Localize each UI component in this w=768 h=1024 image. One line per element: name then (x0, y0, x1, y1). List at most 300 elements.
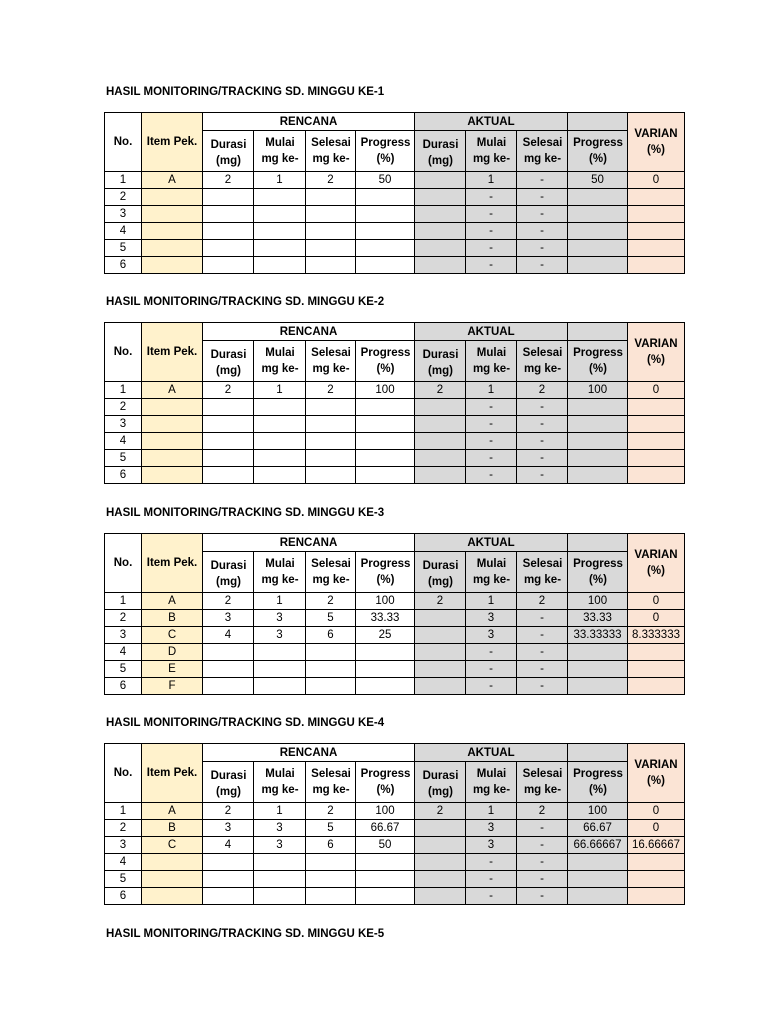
cell-progress-aktual (568, 433, 628, 450)
cell-mulai-rencana: 1 (254, 172, 306, 189)
header-selesai-aktual (517, 762, 568, 803)
cell-item: A (142, 382, 203, 399)
header-selesai-line2: mg ke- (312, 153, 350, 165)
header-varian-label: VARIAN (%) (634, 128, 678, 156)
header-mulai-aktual (466, 131, 517, 172)
cell-selesai-rencana (306, 661, 356, 678)
header-durasi-line1: Durasi (422, 349, 459, 361)
cell-durasi-rencana (203, 206, 254, 223)
cell-progress-rencana (356, 240, 415, 257)
cell-mulai-aktual: - (466, 240, 517, 257)
header-durasi-aktual (415, 131, 466, 172)
cell-selesai-rencana (306, 854, 356, 871)
table-row (105, 644, 685, 661)
header-durasi-line2: (mg) (428, 155, 453, 167)
cell-varian (628, 189, 685, 206)
cell-progress-rencana: 50 (356, 837, 415, 854)
cell-durasi-aktual (415, 871, 466, 888)
cell-mulai-aktual: 3 (466, 820, 517, 837)
cell-progress-aktual (568, 399, 628, 416)
cell-progress-aktual: 100 (568, 803, 628, 820)
cell-selesai-aktual: - (517, 871, 568, 888)
cell-selesai-rencana (306, 871, 356, 888)
cell-durasi-aktual (415, 240, 466, 257)
cell-selesai-rencana: 2 (306, 593, 356, 610)
cell-selesai-rencana (306, 223, 356, 240)
header-durasi-line2: (mg) (428, 365, 453, 377)
cell-no: 6 (105, 678, 142, 695)
cell-durasi-rencana (203, 644, 254, 661)
header-durasi-line1: Durasi (422, 560, 459, 572)
cell-varian: 0 (628, 593, 685, 610)
cell-selesai-aktual: - (517, 223, 568, 240)
cell-durasi-aktual (415, 206, 466, 223)
header-progress-line1: Progress (573, 558, 623, 570)
cell-item: F (142, 678, 203, 695)
header-durasi-line1: Durasi (210, 139, 247, 151)
header-progress-line2: (%) (589, 784, 607, 796)
cell-item (142, 399, 203, 416)
cell-progress-rencana: 100 (356, 593, 415, 610)
cell-durasi-rencana (203, 240, 254, 257)
cell-progress-aktual: 100 (568, 382, 628, 399)
header-selesai-line1: Selesai (522, 558, 563, 570)
header-progress-line2: (%) (376, 153, 395, 165)
header-progress-line2: (%) (376, 574, 395, 586)
cell-item: C (142, 837, 203, 854)
cell-progress-rencana: 66.67 (356, 820, 415, 837)
header-no (105, 534, 142, 593)
cell-item (142, 416, 203, 433)
table-row (105, 382, 685, 399)
cell-durasi-rencana (203, 416, 254, 433)
header-row-main (105, 744, 685, 762)
cell-mulai-rencana (254, 240, 306, 257)
cell-durasi-aktual (415, 627, 466, 644)
cell-durasi-aktual (415, 888, 466, 905)
cell-varian (628, 888, 685, 905)
header-aktual-label: AKTUAL (467, 325, 515, 338)
cell-durasi-aktual: 2 (415, 803, 466, 820)
cell-mulai-aktual: - (466, 678, 517, 695)
cell-no: 6 (105, 467, 142, 484)
header-selesai-aktual (517, 341, 568, 382)
header-mulai-line2: mg ke- (261, 363, 299, 375)
header-mulai-line2: mg ke- (472, 153, 511, 165)
cell-selesai-aktual: - (517, 257, 568, 274)
cell-progress-aktual (568, 854, 628, 871)
header-mulai-line1: Mulai (476, 137, 507, 149)
header-selesai-line2: mg ke- (312, 363, 350, 375)
cell-durasi-aktual (415, 450, 466, 467)
cell-selesai-rencana (306, 450, 356, 467)
header-selesai-line1: Selesai (311, 137, 351, 149)
cell-selesai-aktual: - (517, 467, 568, 484)
cell-selesai-aktual: - (517, 240, 568, 257)
cell-no: 2 (105, 189, 142, 206)
cell-mulai-rencana (254, 467, 306, 484)
cell-varian: 8.333333 (628, 627, 685, 644)
monitoring-table (104, 322, 685, 484)
cell-progress-rencana (356, 871, 415, 888)
cell-mulai-aktual: 3 (466, 627, 517, 644)
header-no (105, 113, 142, 172)
header-varian (628, 534, 685, 593)
cell-durasi-rencana (203, 888, 254, 905)
cell-item (142, 888, 203, 905)
header-progress-aktual (568, 552, 628, 593)
header-progress-rencana (356, 131, 415, 172)
cell-mulai-rencana (254, 433, 306, 450)
table-row (105, 610, 685, 627)
cell-varian (628, 223, 685, 240)
header-mulai-line1: Mulai (265, 558, 295, 570)
cell-progress-rencana (356, 206, 415, 223)
header-mulai-line1: Mulai (476, 768, 507, 780)
header-aktual (415, 113, 568, 131)
header-mulai-line2: mg ke- (472, 574, 511, 586)
cell-durasi-aktual: 2 (415, 593, 466, 610)
cell-item: A (142, 172, 203, 189)
header-aktual-label: AKTUAL (467, 115, 515, 128)
header-rencana (203, 113, 415, 131)
cell-no: 2 (105, 820, 142, 837)
header-varian (628, 744, 685, 803)
header-durasi-line1: Durasi (210, 560, 247, 572)
cell-no: 2 (105, 399, 142, 416)
header-mulai-rencana (254, 341, 306, 382)
header-row-main (105, 534, 685, 552)
cell-selesai-rencana: 6 (306, 627, 356, 644)
header-durasi-rencana (203, 341, 254, 382)
cell-selesai-rencana (306, 257, 356, 274)
header-no-label: No. (113, 767, 133, 779)
header-item (142, 744, 203, 803)
header-mulai-line2: mg ke- (472, 363, 511, 375)
header-durasi-line1: Durasi (210, 770, 247, 782)
cell-selesai-aktual: - (517, 189, 568, 206)
header-selesai-line1: Selesai (311, 558, 351, 570)
cell-mulai-aktual: - (466, 661, 517, 678)
cell-mulai-rencana (254, 888, 306, 905)
header-mulai-line1: Mulai (265, 347, 295, 359)
cell-selesai-aktual: - (517, 399, 568, 416)
header-rencana-label: RENCANA (279, 325, 338, 338)
cell-mulai-rencana (254, 223, 306, 240)
cell-durasi-rencana (203, 450, 254, 467)
cell-progress-rencana: 100 (356, 382, 415, 399)
cell-durasi-aktual (415, 820, 466, 837)
header-durasi-line2: (mg) (216, 155, 241, 167)
cell-mulai-aktual: - (466, 871, 517, 888)
cell-durasi-aktual (415, 610, 466, 627)
header-progress-line1: Progress (360, 768, 411, 780)
section-title: HASIL MONITORING/TRACKING SD. MINGGU KE-4 (106, 717, 385, 729)
cell-mulai-rencana (254, 871, 306, 888)
cell-durasi-aktual (415, 416, 466, 433)
cell-progress-rencana: 50 (356, 172, 415, 189)
header-progress-line1: Progress (360, 558, 411, 570)
cell-varian: 0 (628, 820, 685, 837)
cell-selesai-aktual: - (517, 450, 568, 467)
cell-varian (628, 661, 685, 678)
cell-durasi-rencana (203, 467, 254, 484)
cell-durasi-aktual (415, 837, 466, 854)
header-progress-rencana (356, 552, 415, 593)
header-durasi-line2: (mg) (216, 576, 241, 588)
header-durasi-line2: (mg) (428, 786, 453, 798)
header-selesai-line1: Selesai (522, 137, 563, 149)
header-selesai-rencana (306, 131, 356, 172)
header-selesai-line1: Selesai (311, 347, 351, 359)
cell-progress-aktual (568, 257, 628, 274)
cell-progress-aktual (568, 240, 628, 257)
cell-no: 6 (105, 888, 142, 905)
header-selesai-aktual (517, 131, 568, 172)
header-rencana (203, 744, 415, 762)
cell-mulai-aktual: 1 (466, 593, 517, 610)
cell-durasi-aktual (415, 467, 466, 484)
header-aktual (415, 744, 568, 762)
cell-varian (628, 416, 685, 433)
cell-mulai-aktual: - (466, 854, 517, 871)
cell-progress-aktual (568, 189, 628, 206)
cell-selesai-rencana (306, 888, 356, 905)
table-row (105, 399, 685, 416)
cell-durasi-rencana (203, 189, 254, 206)
table-row (105, 661, 685, 678)
cell-selesai-aktual: 2 (517, 803, 568, 820)
cell-mulai-rencana (254, 399, 306, 416)
cell-mulai-rencana (254, 644, 306, 661)
cell-varian: 0 (628, 803, 685, 820)
header-durasi-line2: (mg) (428, 576, 453, 588)
cell-progress-aktual (568, 223, 628, 240)
header-varian (628, 113, 685, 172)
cell-progress-rencana: 25 (356, 627, 415, 644)
cell-progress-rencana (356, 888, 415, 905)
header-mulai-aktual (466, 552, 517, 593)
table-row (105, 257, 685, 274)
cell-durasi-aktual: 2 (415, 382, 466, 399)
header-durasi-aktual (415, 341, 466, 382)
cell-progress-rencana (356, 189, 415, 206)
cell-item: A (142, 803, 203, 820)
cell-no: 1 (105, 382, 142, 399)
cell-item: B (142, 610, 203, 627)
table-row (105, 433, 685, 450)
table-row (105, 854, 685, 871)
header-item-label: Item Pek. (146, 767, 198, 779)
cell-varian (628, 433, 685, 450)
cell-selesai-aktual: - (517, 644, 568, 661)
cell-varian (628, 206, 685, 223)
cell-selesai-rencana (306, 399, 356, 416)
cell-progress-aktual (568, 871, 628, 888)
cell-durasi-rencana (203, 399, 254, 416)
cell-mulai-aktual: - (466, 223, 517, 240)
cell-no: 6 (105, 257, 142, 274)
cell-mulai-aktual: 1 (466, 382, 517, 399)
cell-item (142, 240, 203, 257)
cell-mulai-aktual: - (466, 450, 517, 467)
table-row (105, 467, 685, 484)
table-row (105, 223, 685, 240)
header-selesai-rencana (306, 341, 356, 382)
cell-durasi-rencana: 4 (203, 627, 254, 644)
cell-no: 1 (105, 172, 142, 189)
cell-progress-rencana (356, 399, 415, 416)
header-progress-line2: (%) (589, 153, 607, 165)
cell-selesai-aktual: 2 (517, 593, 568, 610)
cell-selesai-rencana (306, 416, 356, 433)
header-row-main (105, 323, 685, 341)
header-varian-label: VARIAN (%) (634, 549, 678, 577)
cell-no: 3 (105, 206, 142, 223)
header-rencana-label: RENCANA (279, 536, 338, 549)
header-no (105, 323, 142, 382)
table-row (105, 627, 685, 644)
header-item (142, 323, 203, 382)
cell-durasi-rencana (203, 257, 254, 274)
cell-durasi-aktual (415, 257, 466, 274)
header-progress-line1: Progress (360, 347, 411, 359)
header-aktual (415, 534, 568, 552)
cell-mulai-aktual: 3 (466, 610, 517, 627)
cell-varian (628, 854, 685, 871)
header-no (105, 744, 142, 803)
header-progress-rencana (356, 762, 415, 803)
cell-durasi-aktual (415, 172, 466, 189)
cell-selesai-rencana (306, 189, 356, 206)
cell-durasi-rencana: 3 (203, 610, 254, 627)
cell-progress-rencana (356, 661, 415, 678)
cell-progress-aktual (568, 416, 628, 433)
cell-varian (628, 240, 685, 257)
cell-durasi-aktual (415, 399, 466, 416)
header-aktual-blank (568, 744, 628, 762)
header-aktual (415, 323, 568, 341)
cell-item (142, 223, 203, 240)
cell-varian: 0 (628, 382, 685, 399)
cell-durasi-rencana (203, 661, 254, 678)
cell-varian (628, 450, 685, 467)
cell-selesai-rencana: 5 (306, 820, 356, 837)
cell-no: 5 (105, 240, 142, 257)
header-mulai-rencana (254, 762, 306, 803)
header-selesai-rencana (306, 762, 356, 803)
table-row (105, 803, 685, 820)
header-progress-line1: Progress (573, 768, 623, 780)
table-row (105, 416, 685, 433)
cell-selesai-aktual: - (517, 888, 568, 905)
cell-mulai-rencana (254, 189, 306, 206)
table-row (105, 820, 685, 837)
cell-mulai-rencana: 1 (254, 593, 306, 610)
header-row-main (105, 113, 685, 131)
header-progress-rencana (356, 341, 415, 382)
header-mulai-line1: Mulai (476, 558, 507, 570)
table-row (105, 888, 685, 905)
cell-durasi-rencana: 2 (203, 172, 254, 189)
cell-mulai-aktual: - (466, 399, 517, 416)
header-progress-line1: Progress (573, 347, 623, 359)
cell-progress-rencana (356, 467, 415, 484)
header-selesai-line2: mg ke- (523, 363, 562, 375)
header-varian (628, 323, 685, 382)
cell-no: 2 (105, 610, 142, 627)
header-no-label: No. (113, 136, 133, 148)
table-row (105, 837, 685, 854)
cell-no: 5 (105, 871, 142, 888)
header-durasi-aktual (415, 762, 466, 803)
cell-mulai-rencana (254, 206, 306, 223)
cell-progress-aktual: 66.66667 (568, 837, 628, 854)
header-progress-line2: (%) (589, 574, 607, 586)
cell-progress-aktual (568, 644, 628, 661)
cell-mulai-aktual: - (466, 416, 517, 433)
cell-selesai-aktual: - (517, 416, 568, 433)
cell-item: E (142, 661, 203, 678)
header-varian-label: VARIAN (%) (634, 759, 678, 787)
header-durasi-line1: Durasi (210, 349, 247, 361)
cell-selesai-aktual: - (517, 172, 568, 189)
header-varian-label: VARIAN (%) (634, 338, 678, 366)
header-progress-line2: (%) (589, 363, 607, 375)
cell-mulai-rencana: 3 (254, 627, 306, 644)
header-selesai-line2: mg ke- (312, 784, 350, 796)
table-row (105, 189, 685, 206)
cell-progress-rencana (356, 257, 415, 274)
header-durasi-aktual (415, 552, 466, 593)
header-progress-line1: Progress (360, 137, 411, 149)
table-row (105, 206, 685, 223)
cell-progress-aktual: 66.67 (568, 820, 628, 837)
header-no-label: No. (113, 557, 133, 569)
cell-mulai-rencana: 1 (254, 803, 306, 820)
header-item-label: Item Pek. (146, 136, 198, 148)
cell-mulai-rencana: 3 (254, 610, 306, 627)
cell-item: D (142, 644, 203, 661)
cell-durasi-rencana: 2 (203, 382, 254, 399)
header-durasi-rencana (203, 762, 254, 803)
cell-selesai-aktual: - (517, 661, 568, 678)
cell-varian: 0 (628, 610, 685, 627)
header-rencana (203, 323, 415, 341)
cell-no: 4 (105, 433, 142, 450)
cell-progress-aktual (568, 467, 628, 484)
header-rencana-label: RENCANA (279, 746, 338, 759)
cell-item (142, 257, 203, 274)
section-title: HASIL MONITORING/TRACKING SD. MINGGU KE-5 (106, 928, 385, 940)
header-selesai-line2: mg ke- (312, 574, 350, 586)
cell-mulai-aktual: - (466, 257, 517, 274)
header-selesai-aktual (517, 552, 568, 593)
cell-varian (628, 678, 685, 695)
cell-mulai-rencana: 3 (254, 837, 306, 854)
table-row (105, 871, 685, 888)
cell-no: 3 (105, 416, 142, 433)
header-selesai-line1: Selesai (522, 768, 563, 780)
header-mulai-aktual (466, 762, 517, 803)
cell-selesai-rencana: 6 (306, 837, 356, 854)
header-progress-line2: (%) (376, 784, 395, 796)
cell-durasi-rencana (203, 854, 254, 871)
cell-progress-aktual: 33.33333 (568, 627, 628, 644)
header-progress-line2: (%) (376, 363, 395, 375)
monitoring-table (104, 533, 685, 695)
header-rencana (203, 534, 415, 552)
